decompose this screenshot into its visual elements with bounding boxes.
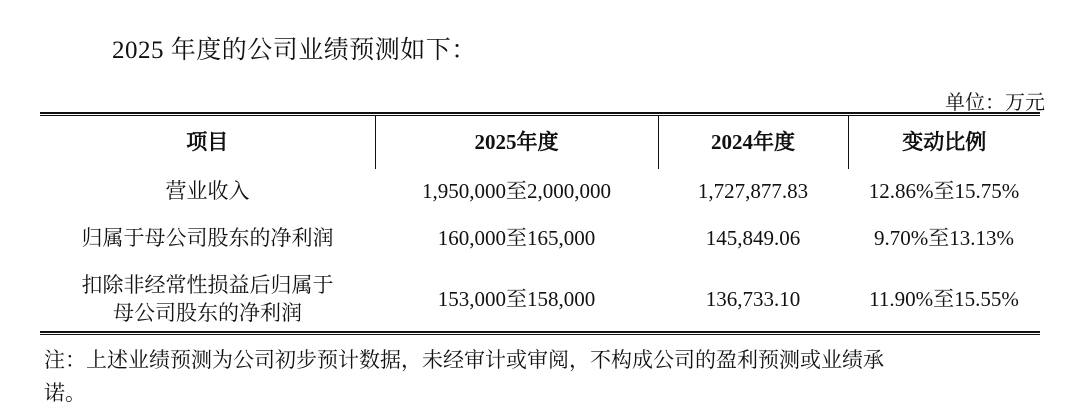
- row-2025-revenue: 1,950,000至2,000,000: [422, 179, 611, 204]
- table-row: [40, 214, 1040, 263]
- table-header-row: [40, 116, 1040, 169]
- column-header-item: 项目: [40, 116, 375, 169]
- column-header-change: 变动比例: [902, 130, 987, 155]
- row-2025-adjusted-net-profit: 153,000至158,000: [437, 286, 596, 311]
- row-item-adjusted-net-profit: [40, 263, 375, 335]
- note-line-2: 诺。: [44, 380, 86, 405]
- column-header-2025: 2025年度: [375, 116, 658, 169]
- row-item-net-profit: 归属于母公司股东的净利润: [81, 226, 334, 251]
- row-item-adjusted-line1: 扣除非经常性损益后归属于: [81, 272, 334, 297]
- row-2024-adjusted-net-profit: 136,733.10: [705, 286, 801, 311]
- forecast-table: [40, 116, 1040, 335]
- forecast-table-wrapper: [40, 116, 1040, 335]
- column-header-2024: 2024年度: [658, 116, 848, 169]
- table-note: [44, 344, 1044, 409]
- unit-label: 单位：万元: [945, 92, 1045, 114]
- table-row: [40, 169, 1040, 214]
- row-change-adjusted-net-profit: 11.90%至15.55%: [869, 286, 1019, 311]
- row-change-revenue: 12.86%至15.75%: [868, 179, 1020, 204]
- row-2024-net-profit: 145,849.06: [705, 226, 801, 251]
- row-item-revenue: 营业收入: [165, 179, 250, 204]
- page-title: 2025 年度的公司业绩预测如下：: [112, 37, 477, 64]
- row-change-net-profit: 9.70%至13.13%: [874, 226, 1014, 251]
- row-2025-net-profit: 160,000至165,000: [437, 226, 596, 251]
- row-item-adjusted-line2: 母公司股东的净利润: [113, 301, 302, 325]
- note-line-1: 注：上述业绩预测为公司初步预计数据，未经审计或审阅，不构成公司的盈利预测或业绩承: [44, 348, 884, 372]
- table-bottom-rule: [40, 331, 1040, 335]
- table-row: [40, 263, 1040, 335]
- row-2024-revenue: 1,727,877.83: [697, 179, 809, 204]
